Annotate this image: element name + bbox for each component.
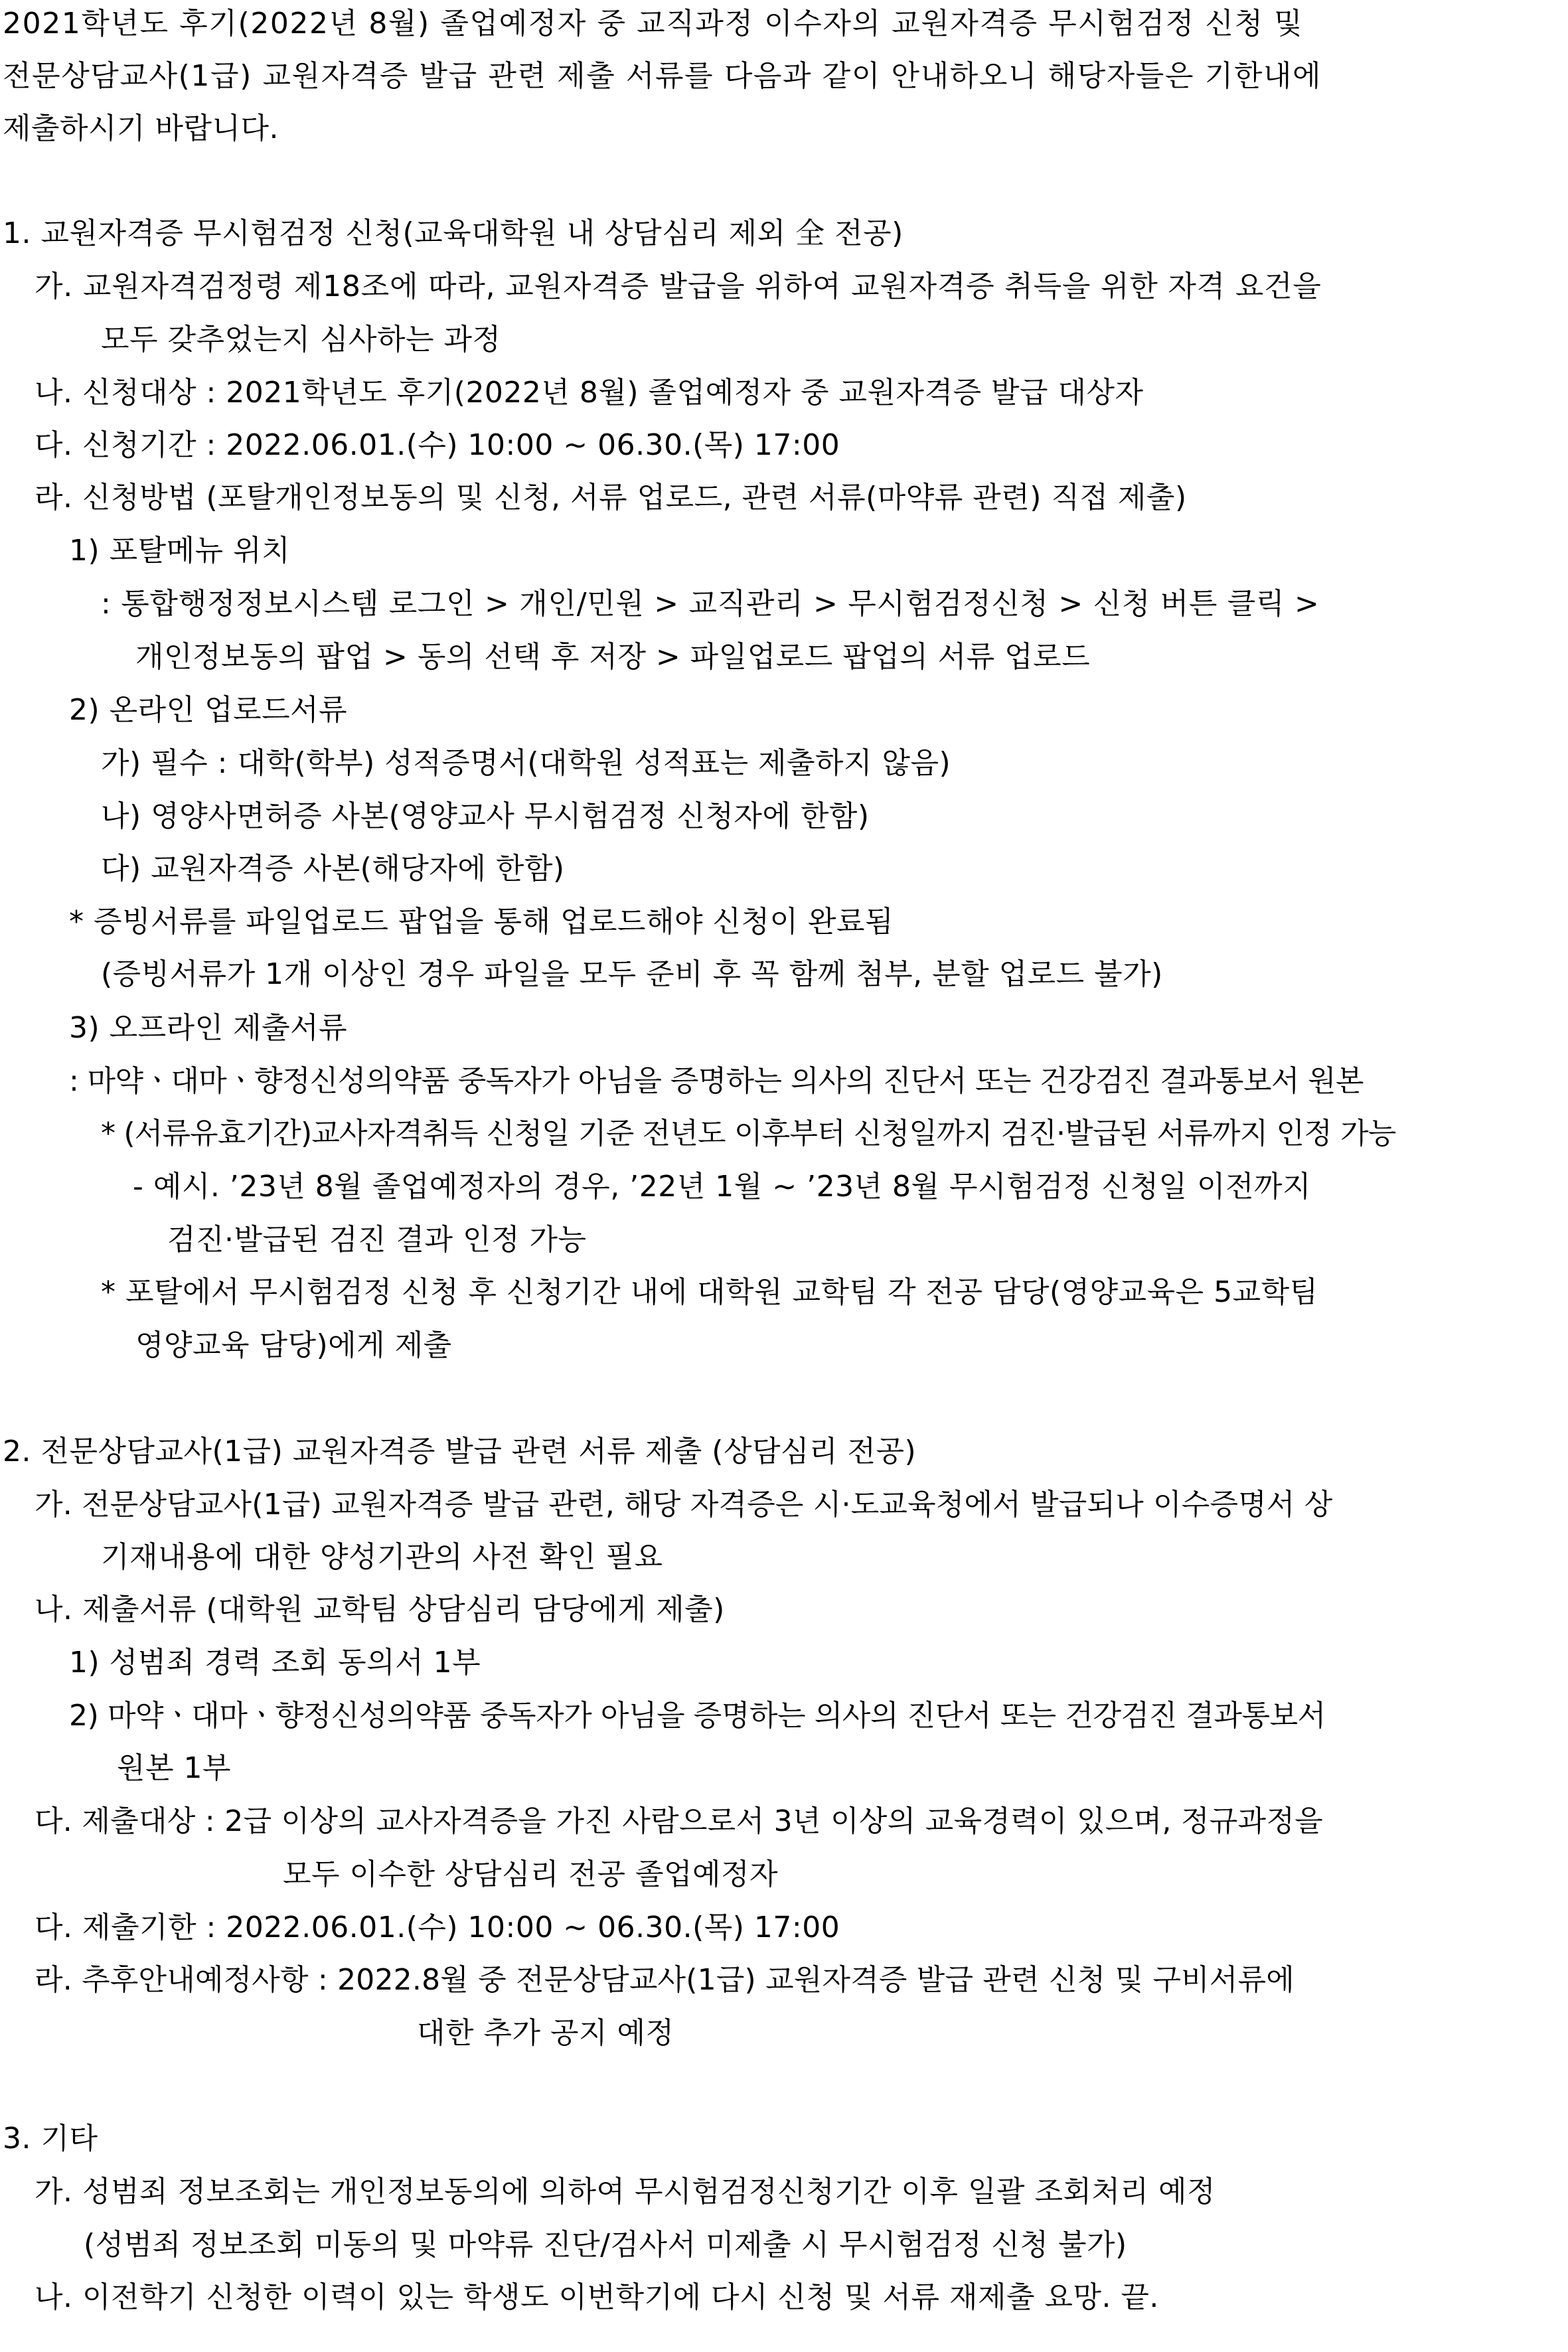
intro-line-3: 제출하시기 바랍니다.	[3, 112, 279, 145]
section2-doc-2-cont: 원본 1부	[117, 1751, 231, 1785]
section1-ga-line-1: 가. 교원자격검정령 제18조에 따라, 교원자격증 발급을 위하여 교원자격증 취득을 위한 자격 요건을	[35, 270, 1322, 303]
section1-period: 다. 신청기간 : 2022.06.01.(수) 10:00 ~ 06.30.(목) 17:00	[35, 428, 840, 462]
section2-doc-2: 2) 마약ㆍ대마ㆍ향정신성의약품 중독자가 아님을 증명하는 의사의 진단서 또는 건강검진 결과통보서	[69, 1699, 1326, 1733]
online-doc-required: 가) 필수 : 대학(학부) 성적증명서(대학원 성적표는 제출하지 않음)	[101, 746, 951, 780]
section2-deadline: 다. 제출기한 : 2022.06.01.(수) 10:00 ~ 06.30.(목) 17:00	[35, 1911, 840, 1944]
online-docs-note-2: (증빙서류가 1개 이상인 경우 파일을 모두 준비 후 꼭 함께 첨부, 분할 업로드 불가)	[101, 957, 1163, 991]
online-docs-note-1: * 증빙서류를 파일업로드 팝업을 통해 업로드해야 신청이 완료됨	[69, 905, 894, 939]
section2-doc-1: 1) 성범죄 경력 조회 동의서 1부	[69, 1646, 481, 1680]
offline-doc-line-1: : 마약ㆍ대마ㆍ향정신성의약품 중독자가 아님을 증명하는 의사의 진단서 또는 건강검진 결과통보서 원본	[69, 1064, 1364, 1098]
portal-menu-heading: 1) 포탈메뉴 위치	[69, 534, 291, 568]
intro-line-1: 2021학년도 후기(2022년 8월) 졸업예정자 중 교직과정 이수자의 교원자격증 무시험검정 신청 및	[3, 7, 1304, 40]
section2-followup-line-2: 대한 추가 공지 예정	[417, 2016, 674, 2050]
portal-menu-path-1: : 통합행정정보시스템 로그인 > 개인/민원 > 교직관리 > 무시험검정신청 > 신청 버튼 클릭 >	[101, 587, 1320, 621]
online-doc-dietitian-license: 나) 영양사면허증 사본(영양교사 무시험검정 신청자에 한함)	[101, 799, 870, 833]
section3-ga-line-2: (성범죄 정보조회 미동의 및 마약류 진단/검사서 미제출 시 무시험검정 신청 불가)	[84, 2228, 1127, 2262]
section3-na: 나. 이전학기 신청한 이력이 있는 학생도 이번학기에 다시 신청 및 서류 재제출 요망. 끝.	[35, 2280, 1159, 2314]
portal-menu-path-2: 개인정보동의 팝업 > 동의 선택 후 저장 > 파일업로드 팝업의 서류 업로드	[135, 640, 1091, 674]
offline-doc-line-2: * (서류유효기간)교사자격취득 신청일 기준 전년도 이후부터 신청일까지 검진·발급된 서류까지 인정 가능	[101, 1117, 1396, 1150]
section2-title: 2. 전문상담교사(1급) 교원자격증 발급 관련 서류 제출 (상담심리 전공)	[3, 1435, 917, 1468]
section1-method: 라. 신청방법 (포탈개인정보동의 및 신청, 서류 업로드, 관련 서류(마약류 관련) 직접 제출)	[35, 481, 1187, 514]
section1-title: 1. 교원자격증 무시험검정 신청(교육대학원 내 상담심리 제외 全 전공)	[3, 216, 903, 250]
online-doc-teacher-license: 다) 교원자격증 사본(해당자에 한함)	[101, 852, 565, 886]
intro-line-2: 전문상담교사(1급) 교원자격증 발급 관련 제출 서류를 다음과 같이 안내하오니 해당자들은 기한내에	[3, 59, 1322, 93]
section3-title: 3. 기타	[3, 2122, 98, 2156]
offline-doc-line-6: 영양교육 담당)에게 제출	[135, 1328, 452, 1362]
section2-docs-heading: 나. 제출서류 (대학원 교학팀 상담심리 담당에게 제출)	[35, 1593, 725, 1626]
offline-doc-line-3: - 예시. ’23년 8월 졸업예정자의 경우, ’22년 1월 ~ ’23년 8월 무시험검정 신청일 이전까지	[133, 1170, 1312, 1204]
section2-target-line-2: 모두 이수한 상담심리 전공 졸업예정자	[283, 1857, 779, 1891]
offline-doc-line-5: * 포탈에서 무시험검정 신청 후 신청기간 내에 대학원 교학팀 각 전공 담당(영양교육은 5교학팀	[101, 1275, 1318, 1309]
section2-target-line-1: 다. 제출대상 : 2급 이상의 교사자격증을 가진 사람으로서 3년 이상의 교육경력이 있으며, 정규과정을	[35, 1804, 1324, 1838]
section1-ga-line-2: 모두 갖추었는지 심사하는 과정	[101, 323, 501, 356]
offline-doc-line-4: 검진·발급된 검진 결과 인정 가능	[167, 1223, 587, 1257]
offline-docs-heading: 3) 오프라인 제출서류	[69, 1011, 348, 1045]
section2-followup-line-1: 라. 추후안내예정사항 : 2022.8월 중 전문상담교사(1급) 교원자격증 발급 관련 신청 및 구비서류에	[35, 1963, 1294, 1997]
section1-target: 나. 신청대상 : 2021학년도 후기(2022년 8월) 졸업예정자 중 교원자격증 발급 대상자	[35, 376, 1144, 410]
section2-ga-line-1: 가. 전문상담교사(1급) 교원자격증 발급 관련, 해당 자격증은 시·도교육청에서 발급되나 이수증명서 상	[35, 1488, 1333, 1522]
section3-ga-line-1: 가. 성범죄 정보조회는 개인정보동의에 의하여 무시험검정신청기간 이후 일괄 조회처리 예정	[35, 2175, 1216, 2209]
section2-ga-line-2: 기재내용에 대한 양성기관의 사전 확인 필요	[101, 1540, 663, 1574]
online-docs-heading: 2) 온라인 업로드서류	[69, 693, 348, 727]
